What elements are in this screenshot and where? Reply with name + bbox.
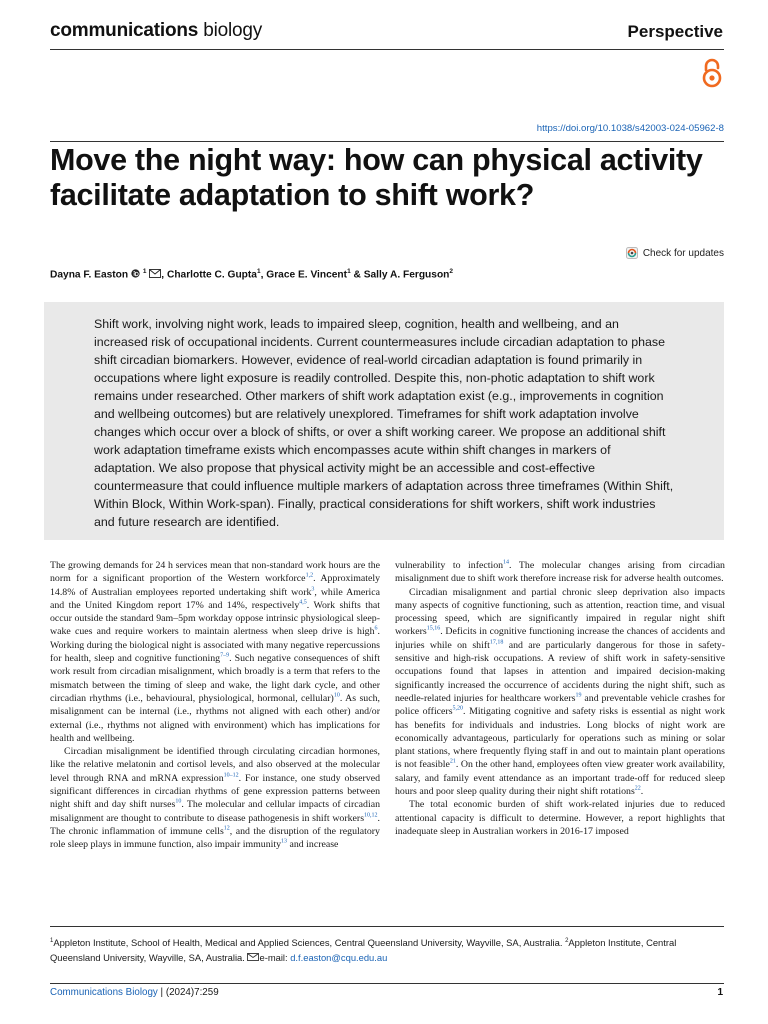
author-separator: ,: [260, 269, 267, 281]
author-affiliation-ref: 1: [347, 268, 351, 275]
body-paragraph: [50, 745, 380, 851]
email-icon[interactable]: [149, 269, 161, 278]
body-text: . Deficits in cognitive functioning increase the chances of accidents and injuries while on shift: [395, 626, 725, 651]
citation-link[interactable]: 3: [311, 586, 315, 593]
affiliation-text: Appleton Institute, School of Health, Medical and Applied Sciences, Central Queensland University, Wayville, SA, Australia.: [53, 937, 566, 949]
body-text: . As such, misalignment can be internal (i.e., rhythms not aligned with each other) and/or external (i.e., rhythms not aligned with environment) which has implications for health and wellbeing.: [50, 692, 380, 744]
footer-citation: [50, 987, 219, 998]
citation-link[interactable]: 17,18: [489, 639, 504, 646]
check-for-updates-button[interactable]: [626, 247, 724, 259]
body-text: , and the disruption of the regulatory role sleep plays in immune function, also impair immunity: [50, 825, 380, 851]
body-column-left: [50, 559, 380, 852]
abstract-text: Shift work, involving night work, leads to impaired sleep, cognition, health and wellbeing, and an increased risk of occupational incidents. Current countermeasures include circadian adaptation to phase shift circadian biomarkers. However, evidence of real-world circadian adaptation is found primarily in occupations where light exposure is readily controlled. Despite this, non-photic adaptation to shift work remains under researched. Other markers of shift work adaptation exist (e.g., improvements in cognition and wellbeing outcomes) but are relatively unexplored. Timeframes for shift work adaptation involve changes which occur over a block of shifts, or over a shift working career. We propose an additional shift work adaptation timeframe exists which encompasses acute within shift changes in markers of adaptation. We also propose that physical activity might be an accessible and cost-effective countermeasure that could influence multiple markers of adaptation across three timeframes (Within Shift, Within Block, Within Work-span). Finally, practical considerations for shift workers, shift work industries and future research are identified.: [94, 317, 674, 529]
page-number: 1: [717, 987, 723, 998]
body-paragraph: [50, 559, 380, 745]
body-text: . Working during the biological night is associated with many negative repercussions for health, sleep and cognitive functioning: [50, 626, 380, 665]
journal-name-bold: communications: [50, 20, 199, 41]
body-paragraph: [395, 798, 725, 838]
check-for-updates-icon: [626, 247, 638, 259]
citation-link[interactable]: 1,2: [305, 573, 314, 580]
affiliation-marker: 2: [565, 938, 569, 944]
body-text: The growing demands for 24 h services mean that non-standard work hours are the norm for a significant proportion of the Western workforce: [50, 560, 380, 585]
body-text: . The molecular and cellular impacts of circadian misalignment are thought to contribute to disease pathogenesis in shift workers: [50, 799, 380, 824]
body-text: and increase: [287, 839, 339, 851]
abstract-box: [44, 302, 724, 540]
body-text: . The molecular changes arising from circadian misalignment due to shift work therefore increase risk for adverse health outcomes.: [395, 560, 725, 585]
author-separator: &: [350, 269, 364, 281]
author-affiliation-ref: 1: [142, 268, 147, 275]
open-access-icon[interactable]: [700, 57, 724, 89]
article-title: Move the night way: how can physical activity facilitate adaptation to shift work?: [50, 143, 703, 212]
body-text: Circadian misalignment be identified through circulating circadian hormones, like the relative melatonin and cortisol levels, and also observed at the molecular level through RNA and mRNA expression: [50, 746, 380, 784]
citation-link[interactable]: 5,20: [452, 705, 464, 712]
citation-link[interactable]: 19: [575, 692, 582, 699]
body-text: . On the other hand, employees often view greater work availability, salary, and family event attendance as an important trade-off for reduced sleep hours and poor sleep quality during their night shift rotations: [395, 759, 725, 798]
author-name[interactable]: Sally A. Ferguson: [363, 269, 450, 281]
citation-link[interactable]: 10: [175, 799, 182, 806]
citation-link[interactable]: 10: [333, 692, 340, 699]
body-text: vulnerability to infection: [395, 560, 504, 571]
doi-divider: [50, 141, 724, 142]
footer-volume: | (2024)7:259: [157, 987, 219, 998]
citation-link[interactable]: 10,12: [364, 812, 378, 819]
citation-link[interactable]: 14: [503, 559, 510, 566]
journal-name[interactable]: [50, 20, 262, 42]
citation-link[interactable]: 12: [223, 825, 230, 832]
footer-journal-link[interactable]: Communications Biology: [50, 987, 158, 998]
email-label: e-mail:: [259, 951, 291, 963]
citation-link[interactable]: 6: [374, 626, 378, 633]
citation-link[interactable]: 13: [281, 838, 288, 845]
affiliation-marker: 1: [50, 938, 54, 944]
check-for-updates-label: Check for updates: [642, 247, 724, 259]
author-name[interactable]: Charlotte C. Gupta: [166, 269, 257, 281]
orcid-icon[interactable]: [131, 269, 140, 278]
body-paragraph: [395, 559, 725, 586]
author-name[interactable]: Dayna F. Easton: [50, 269, 129, 281]
body-text: Circadian misalignment and partial chronic sleep deprivation also impacts many aspects of cognitive functioning, such as attention, reaction time, and visual processing speed, which are significantly impaired in regular night shift workers: [395, 586, 725, 638]
body-text: . Such negative consequences of shift work result from circadian misalignment, which broadly is a term that refers to the mismatch between the timing of sleep and wake, the light dark cycle, and other circadian rhythms (i.e., behavioural, physiological, hormonal, cellular): [50, 653, 380, 704]
body-column-right: [395, 559, 725, 838]
citation-link[interactable]: 7–9: [220, 652, 230, 659]
body-text: . For instance, one study observed significant differences in circadian rhythms of gene expression patterns between night shift and day shift nurses: [50, 772, 380, 811]
body-text: and are particularly dangerous for those in safety-sensitive and high-risk occupations. A review of shift work in safety-sensitive occupations found that lapses in attention and impaired decision-making significantly increased the occurrence of accidents during the night shift, such as needle-related injuries for healthcare workers: [395, 639, 726, 704]
body-text: . Mitigating cognitive and safety risks is essential as night work has benefits for individuals and industries. Long blocks of night work are economically advantageous, particularly for operations such as mining or solar plant stations, where frequently flying staff in and out to maintain plant operations is not feasible: [395, 706, 725, 771]
author-affiliation-ref: 2: [449, 268, 454, 275]
citation-link[interactable]: 4,5: [299, 599, 307, 606]
article-type: Perspective: [627, 22, 723, 41]
body-text: . Approximately 14.8% of Australian employees reported undertaking shift work: [50, 573, 380, 598]
header-divider: [50, 49, 724, 50]
citation-link[interactable]: 21: [449, 759, 456, 766]
citation-link[interactable]: 15,16: [426, 626, 441, 633]
author-separator: ,: [161, 269, 167, 281]
author-name[interactable]: Grace E. Vincent: [266, 269, 348, 281]
journal-name-rest: biology: [198, 20, 263, 41]
body-text: . Work shifts that occur outside the standard 9am–5pm workday oppose intrinsic physiological sleep-wake cues and require workers to maintain alertness when sleep drive is high: [50, 599, 380, 638]
citation-link[interactable]: 10–12: [223, 772, 239, 779]
affiliation-divider: [50, 926, 724, 927]
body-text: . The chronic inflammation of immune cells: [50, 812, 380, 837]
doi-link[interactable]: https://doi.org/10.1038/s42003-024-05962-8: [536, 123, 724, 134]
body-text: .: [640, 786, 644, 798]
body-paragraph: [395, 586, 725, 799]
email-icon: [247, 953, 259, 961]
footer-divider: [50, 983, 724, 984]
body-text: , while America and the United Kingdom report 17% and 14%, respectively: [50, 586, 380, 611]
body-text: and preventable vehicle crashes for police officers: [395, 692, 725, 718]
corresponding-email-link[interactable]: d.f.easton@cqu.edu.au: [290, 951, 388, 963]
author-list: [50, 268, 453, 280]
affiliation-text: Appleton Institute, Central Queensland University, Wayville, SA, Australia.: [50, 937, 677, 963]
author-affiliation-ref: 1: [256, 268, 261, 275]
body-text: The total economic burden of shift work-related injuries due to reduced attentional capacity is difficult to determine. However, a report highlights that inadequate sleep in Australian workers in 2016-17 imposed: [395, 799, 725, 837]
citation-link[interactable]: 22: [634, 785, 641, 792]
affiliations: [50, 934, 720, 965]
